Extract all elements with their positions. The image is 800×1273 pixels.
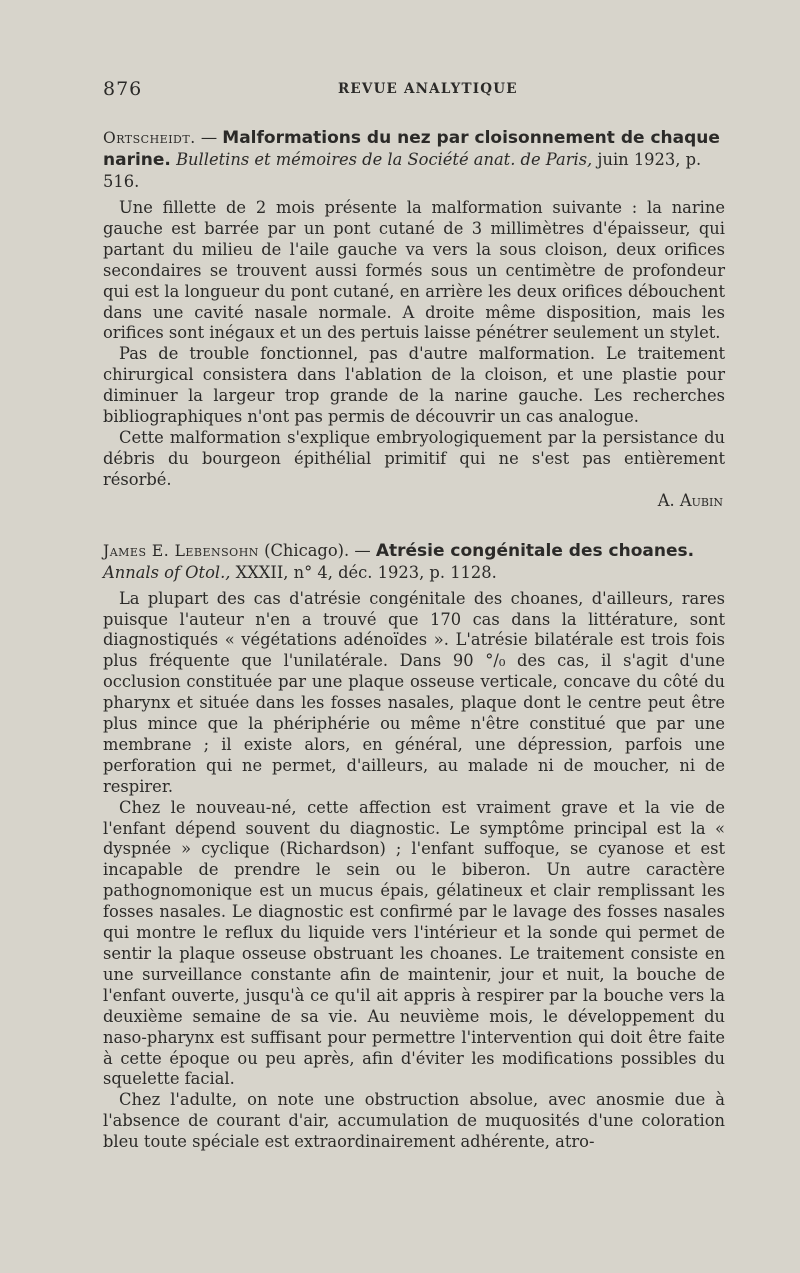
page-number: 876: [103, 78, 143, 100]
citation: [103, 127, 725, 192]
paragraph: Cette malformation s'explique embryologiquement par la persistance du débris du bourgeon épithélial primitif qui ne s'est pas entièrement résorbé.: [103, 427, 725, 489]
paragraph: Une fillette de 2 mois présente la malformation suivante : la narine gauche est barrée par un pont cutané de 3 millimètres d'épaisseur, qui partant du milieu de l'aile gauche va vers la sous cloison, deux orifices secondaires se trouvent aussi formés sous un centimètre de profondeur qui est la longueur du pont cutané, en arrière les deux orifices débouchent dans une cavité nasale normale. A droite même disposition, mais les orifices sont inégaux et un des pertuis laisse pénétrer seulement un stylet.: [103, 198, 725, 343]
journal-details: juin 1923, p. 516.: [103, 150, 702, 191]
journal-name: Annals of Otol.,: [103, 562, 231, 582]
abstract-entry-1: [103, 127, 725, 512]
journal-details: XXXII, n° 4, déc. 1923, p. 1128.: [230, 562, 497, 582]
paragraph: Chez le nouveau-né, cette affection est vraiment grave et la vie de l'enfant dépend souvent du diagnostic. Le symptôme principal est la « dyspnée » cyclique (Richardson) ; l'enfant suffoque, se cyanose et est incapable de prendre le sein ou le biberon. Un autre caractère pathognomonique est un mucus épais, gélatineux et clair remplissant les fosses nasales. Le diagnostic est confirmé par le lavage des fosses nasales qui montre le reflux du liquide vers l'intérieur et la sonde qui permet de sentir la plaque osseuse obstruant les choanes. Le traitement consiste en une surveillance constante afin de maintenir, jour et nuit, la bouche de l'enfant ouverte, jusqu'à ce qu'il ait appris à respirer par la bouche vers la deuxième semaine de sa vie. Au neuvième mois, le développement du naso-pharynx est suffisant pour permettre l'intervention qui doit être faite à cette époque ou peu après, afin d'éviter les modifications possibles du squelette facial.: [103, 797, 725, 1089]
page-content: [103, 127, 725, 1153]
paragraph: Chez l'adulte, on note une obstruction absolue, avec anosmie due à l'absence de courant d'air, accumulation de muquosités d'une coloration bleu toute spéciale est extraordinairement adhérente, atro-: [103, 1090, 725, 1152]
reviewer-signature: A. Aubin: [657, 490, 723, 510]
dash: —: [349, 540, 376, 560]
author: Ortscheidt.: [103, 129, 196, 147]
article-title: Atrésie congénitale des choanes.: [375, 540, 695, 561]
journal-name: Bulletins et mémoires de la Société anat. de Paris,: [176, 150, 593, 169]
signature-line: [103, 491, 725, 512]
page-header: [103, 78, 723, 102]
abstract-entry-2: [103, 540, 725, 1153]
affiliation: (Chicago).: [258, 540, 350, 560]
paragraph: La plupart des cas d'atrésie congénitale des choanes, d'ailleurs, rares puisque l'auteur n'en a trouvé que 170 cas dans la littérature, sont diagnostiqués « végétations adénoïdes ». L'atrésie bilatérale est trois fois plus fréquente que l'unilatérale. Dans 90 °/₀ des cas, il s'agit d'une occlusion constituée par une plaque osseuse verticale, concave du côté du pharynx et située dans les fosses nasales, plaque dont le centre peut être plus mince que la phériphérie ou même n'être constitué que par une membrane ; il existe alors, en général, une dépression, parfois une perforation qui ne permet, d'ailleurs, au malade ni de moucher, ni de respirer.: [103, 588, 725, 796]
dash: —: [195, 128, 223, 147]
article-title: Malformations du nez par cloisonnement de chaque narine.: [103, 128, 720, 170]
author: James E. Lebensohn: [103, 541, 259, 560]
citation: [103, 540, 725, 583]
paragraph: Pas de trouble fonctionnel, pas d'autre malformation. Le traitement chirurgical consistera dans l'ablation de la cloison, et une plastie pour diminuer la largeur trop grande de la narine gauche. Les recherches bibliographiques n'ont pas permis de découvrir un cas analogue.: [103, 344, 725, 427]
running-title: REVUE ANALYTIQUE: [338, 81, 518, 97]
